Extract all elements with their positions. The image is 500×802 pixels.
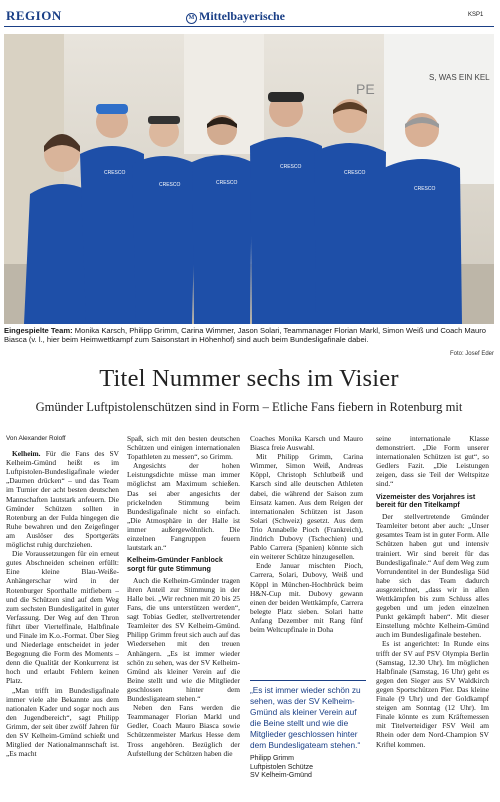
caption-text: Monika Karsch, Philipp Grimm, Carina Wimmer, Jason Solari, Teammanager Florian Markl, Simon Weiß und Coach Mauro Biasca (v. l., hier beim Heimwettkampf zum Saisonstart in Höhenhof) sind auch beim Bundesligafinale dabei. (4, 326, 486, 344)
newspaper-name: Mittelbayerische (199, 9, 285, 23)
paragraph: Kelheim. Für die Fans des SV Kelheim-Gmünd heißt es im Luftpistolen-Bundesligafinale wieder „Daumen drücken“ – und das Team im Turnier der acht besten deutschen Mannschaften lautstark anfeuern. Die Gmünder Schützen sollten in Rotenburg an der Fulda hingegen die Ruhe bewahren und den Zeigefinger am Auslöser des Sportgeräts möglichst ruhig durchziehen. (6, 449, 119, 550)
banner-text-2: PE (356, 81, 375, 97)
section-region: REGION (6, 8, 62, 23)
author-line: Von Alexander Roloff (6, 435, 66, 442)
paragraph: Angesichts der hohen Leistungsdichte müsse man immer möglichst am Maximum schießen. Das sei aber angesichts der prickelnden Stimmung beim Bundesligafinale nicht so einfach. „Die Atmosphäre in der Halle ist immer außergewöhnlich. Die einzelnen Fangruppen feuern lautstark an.“ (127, 461, 240, 553)
jacket-logo: CRESCO (344, 170, 366, 176)
paragraph: Coaches Monika Karsch und Mauro Biasca freie Auswahl. (250, 434, 363, 453)
page-code: KSP1 (468, 12, 484, 18)
paragraph: Mit Philipp Grimm, Carina Wimmer, Simon Weiß, Andreas Köppl, Christoph Schlutbeiß und Karsch sind alle deutschen Athleten dabei, die während der Saison zum Einsatz kamen. Aus dem Reigen der internationalen Schützen ist Jason Solari (Schweiz) gesetzt. Aus dem Trio Annabelle Pioch (Frankreich), Jindrich Dubovy (Tschechien) und Pablo Carrera (Spanien) könnte sich ein weiterer Schütze hinzugesellen. (250, 452, 363, 562)
pull-quote (250, 680, 366, 781)
paragraph: Es ist angerichtet: In Runde eins trifft der SV auf PSV Olympia Berlin (Samstag, 12.30 Uhr). Im möglichen Halbfinale (Samstag, 16 Uhr) geht es gegen den Sieger aus SV Waldkirch gegen Sportschützen Pier. Das kleine Finale (9 Uhr) und der Goldkampf steigen am Sonntag (12 Uhr). Im Finale könnte es zum Kräftemessen mit Titelverteidiger FSV Weil am Rhein oder dem Nord-Champion SV Kriftel kommen. (376, 639, 489, 749)
article-column-3 (250, 434, 363, 634)
team-photo (4, 34, 494, 324)
caption-lead: Eingespielte Team: (4, 326, 73, 335)
paragraph: Auch die Kelheim-Gmünder tragen ihren Anteil zur Stimmung in der Halle bei. „Wir rechnen mit 20 bis 25 Fans, die uns unterstützen werden“, sagt Tobias Gedler, stellvertretender Teamleiter des SV Kelheim-Gmünd. Philipp Grimm freut sich auch auf das Wiedersehen mit den treuen Anhängern. „Es ist immer wieder schön zu sehen, was der SV Kelheim-Gmünd als kleiner Verein auf die Beine stellt und wie die Mitglieder geschlossen hinter dem Bundesligateam stehen.“ (127, 575, 240, 704)
paragraph: Spaß, sich mit den besten deutschen Schützen und einigen internationalen Topathleten zu messen“, so Grimm. (127, 434, 240, 462)
paragraph: Ende Januar mischten Pioch, Carrera, Solari, Dubovy, Weiß und Köppl in München-Hochbrück beim H&N-Cup mit. Dubovy gewann einen der beiden Wettkämpfe, Carrera belegte Platz sieben. Solari hatte Anfang Dezember mit Rang fünf beim Weltcupfinale in Doha (250, 561, 363, 634)
paragraph: Die Voraussetzungen für ein erneut gutes Abschneiden scheinen erfüllt: Eine kleine Blau-Weiße-Anhängerschar wird in der Rotenburger Sporthalle mitfiebern – und die Schützen sind auf dem Weg zum sechsten Bundesligatitel in guter Verfassung. Der Weg auf den Thron führt über Viertelfinale, Halbfinale und Finale im K.o.-Format. Über Sieg und Niederlage entscheidet in jeder Begegnung die Form des Moments – denn die Qualität der Konkurrenz ist hoch und erlaubt Fehlern keinen Platz. (6, 549, 119, 686)
quote-role: Luftpistolen Schütze (250, 763, 314, 771)
quote-attribution (250, 755, 366, 781)
page-header (0, 0, 500, 32)
article-column-1 (6, 434, 119, 758)
photo-caption (4, 326, 494, 344)
jacket-logo: CRESCO (159, 182, 181, 188)
quote-text: „Es ist immer wieder schön zu sehen, was der SV Kelheim-Gmünd als kleiner Verein auf die Beine stellt und wie die Mitglieder geschlossen hinter dem Bundesligateam stehen.“ (250, 685, 361, 750)
subheading: Kelheim-Gmünder Fanblock sorgt für gute Stimmung (127, 555, 223, 574)
quote-rule (250, 680, 366, 681)
paper-logo-icon: M (186, 13, 197, 24)
paragraph: Neben den Fans werden die Teammanager Florian Markl und Gedler, Coach Mauro Biasca sowie Schützenmeister Markus Hesse dem Tross angehören. Bezüglich der Aufstellung der Schützen haben die (127, 703, 240, 758)
team-photo-illustration (4, 34, 494, 324)
dateline: Kelheim. (12, 449, 41, 459)
paragraph: Der stellvertretende Gmünder Teamleiter betont aber auch: „Unser gesamtes Team ist in guter Form. Alle Schützen haben gut und intensiv trainiert. Wir sind bereit für das Bundesligafinale.“ Auf dem Weg zum Vorrundentitel in der Bundesliga Süd habe sich das Team dadurch ausgezeichnet, „dass wir in allen Wettkämpfen bis zum Schluss alles gegeben und um jeden einzelnen Punkt gekämpft haben“. Mit dieser Einstellung möchte Kelheim-Gmünd auch im Bundesligafinale bestehen. (376, 512, 489, 640)
paragraph: „Man trifft im Bundesligafinale immer viele alte Bekannte aus dem nationalen Kader und sogar noch aus den Jugendbereich“, sagt Philipp Grimm, der seit über zwölf Jahren für den SV Kelheim-Gmünd schießt und Mitglied der Nationalmannschaft ist. „Es macht (6, 685, 119, 759)
jacket-logo: CRESCO (414, 186, 436, 192)
article-headline: Titel Nummer sechs im Visier (99, 365, 399, 392)
article-subheadline: Gmünder Luftpistolenschützen sind in Form – Etliche Fans fiebern in Rotenburg mit (35, 400, 463, 414)
quote-club: SV Kelheim-Gmünd (250, 772, 312, 780)
newspaper-logo (186, 9, 285, 24)
paragraph: seine internationale Klasse demonstriert. „Die Form unserer internationalen Schützen ist gut“, so Gedlers Fazit. „Die Leistungen zeigen, dass sie Teil der Weltspitze sind.“ (376, 434, 489, 489)
article-column-2 (127, 434, 240, 758)
header-rule (4, 26, 494, 27)
photo-credit: Foto: Josef Eder (449, 351, 494, 357)
banner-text: S, WAS EIN KEL (429, 73, 490, 82)
article-column-4 (376, 434, 489, 749)
subheading: Vizemeister des Vorjahres ist bereit für den Titelkampf (376, 491, 476, 510)
jacket-logo: CRESCO (280, 164, 302, 170)
jacket-logo: CRESCO (104, 170, 126, 176)
quote-name: Philipp Grimm (250, 755, 294, 762)
jacket-logo: CRESCO (216, 180, 238, 186)
